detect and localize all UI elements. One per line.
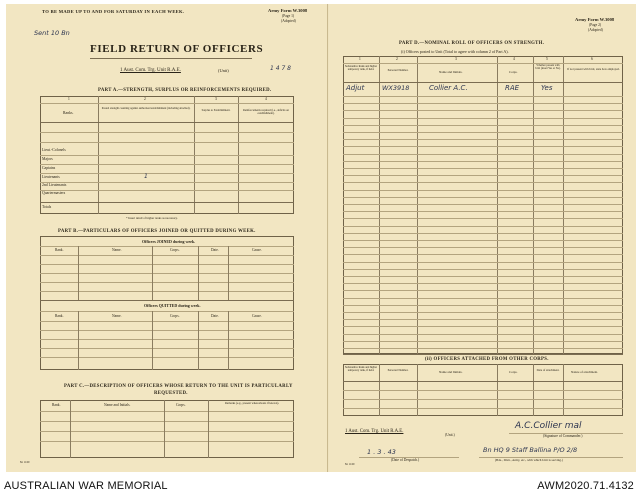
joined-col-cause: Cause. [252,248,262,252]
part-c-col-rank: Rank. [52,403,61,407]
despatch-location: Bn HQ 9 Staff Ballina P/O 2/8 [483,446,578,454]
attached-heading: (ii) OFFICERS ATTACHED FROM OTHER CORPS. [425,357,549,362]
part-d-ruled-line [343,211,623,212]
part-d-ruled-line [343,110,623,111]
right-print-code: M. 1169 [345,463,355,466]
left-print-code: M. 1169 [20,461,30,464]
attached-header-nature: Nature of attachment. [571,370,598,374]
part-d-ruled-line [343,334,623,335]
part-d-col-5: 5 [546,57,548,61]
quitted-col-corps: Corps. [170,314,180,318]
scanned-form [6,4,636,472]
part-d-ruled-line [343,269,623,270]
right-page-number: (Page 2) [589,23,602,27]
right-page [329,4,636,472]
rank-majors: Majors [42,157,53,161]
part-d-ruled-line [343,197,623,198]
part-d-header-corps: Corps. [509,70,518,74]
part-d-header-present: Whether present with Unit (insert Yes or No). [535,64,561,71]
page-number: (Page 1) [282,14,295,18]
part-a-col-3: 3 [215,97,217,101]
part-d-col-1: 1 [359,57,361,61]
unit-line-value: 1 Aust. Com. Trg. Unit R.A.E. [345,429,404,434]
part-d-ruled-line [343,154,623,155]
part-d-ruled-line [343,312,623,313]
quitted-title: Officers QUITTED during week. [144,303,201,308]
part-a-col-1: 1 [68,97,70,101]
archive-footer [0,476,640,493]
quitted-col-date: Date. [211,314,219,318]
part-d-ruled-line [343,283,623,284]
joined-col-date: Date. [211,248,219,252]
right-army-form-label: Army Form W.3008 [575,17,615,22]
handwritten-top-left: Sent 10 Bn [34,29,70,37]
part-d-ruled-line [343,262,623,263]
top-note: TO BE MADE UP TO AND FOR SATURDAY IN EACH WEEK. [42,9,185,14]
joined-col-corps: Corps. [170,248,180,252]
part-d-ruled-line [343,182,623,183]
rank-captains: Captains [42,166,56,170]
part-d-heading: PART D.—NOMINAL ROLL OF OFFICERS ON STRENGTH. [399,41,545,46]
part-d-ruled-line [343,341,623,342]
adopted-label: (Adopted) [281,19,296,23]
entry-rank: Adjut [346,84,365,92]
part-a-header-reinforcements: Reinforcements required (i.e., deficits on establishment). [243,109,289,116]
part-a-col-2: 2 [144,97,146,101]
part-a-heading: PART A.—STRENGTH, SURPLUS OR REINFORCEMENTS REQUIRED. [98,88,272,93]
part-d-ruled-line [343,190,623,191]
entry-name: Collier A.C. [429,84,468,92]
part-d-ruled-line [343,276,623,277]
unit-name: 1 Aust. Com. Trg. Unit R.A.E. [120,68,181,73]
attached-header-name: Name and Initials. [439,370,463,374]
part-d-header-rank: Substantive Rank and higher temporary rank, if held. [344,65,378,72]
part-d-header-name: Name and Initials. [439,70,463,74]
part-d-ruled-line [343,254,623,255]
part-c-heading-line1: PART C.—DESCRIPTION OF OFFICERS WHOSE RETURN TO THE UNIT IS PARTICULARLY [64,384,293,389]
part-d-col-3: 3 [455,57,457,61]
part-d-ruled-line [343,348,623,349]
despatch-caption: (Date of Despatch.) [391,458,420,462]
signature-caption: (Signature of Commander.) [543,434,583,438]
joined-title: Officers JOINED during week. [142,239,196,244]
part-d-ruled-line [343,218,623,219]
totals-label: Totals [42,205,52,209]
attached-header-corps: Corps. [509,370,518,374]
part-d-ruled-line [343,204,623,205]
quitted-col-name: Name. [112,314,122,318]
part-d-ruled-line [343,125,623,126]
handwritten-top-right: 1 4 7 8 [270,65,291,72]
part-d-ruled-line [343,298,623,299]
part-a-col-4: 4 [265,97,267,101]
part-c-col-remarks: Remarks (e.g., present whereabouts if known). [224,401,280,405]
part-d-ruled-line [343,132,623,133]
entry-corps: RAE [505,84,520,92]
part-d-ruled-line [343,118,623,119]
part-d-col-6: 6 [591,57,593,61]
part-c-col-name: Name and Initials. [104,403,131,407]
rank-lieutenants: Lieutenants [42,175,60,179]
part-d-ruled-line [343,226,623,227]
part-b-heading: PART B.—PARTICULARS OF OFFICERS JOINED OR QUITTED DURING WEEK. [58,229,256,234]
joined-col-name: Name. [112,248,122,252]
right-adopted-label: (Adopted) [588,28,603,32]
part-d-ruled-line [343,161,623,162]
part-a-header-ranks: Ranks. [63,111,74,115]
archive-name: AUSTRALIAN WAR MEMORIAL [4,480,168,492]
attached-header-rank: Substantive Rank and higher temporary rank, if held. [344,366,378,373]
part-d-ruled-line [343,168,623,169]
army-form-label: Army Form W.3008 [268,8,308,13]
entry-number: WX3918 [382,84,410,92]
part-d-ruled-line [343,240,623,241]
part-d-ruled-line [343,139,623,140]
part-d-subheading: (i) Officers posted to Unit (Total to agree with column 2 of Part A). [401,49,509,54]
joined-col-rank: Rank. [55,248,64,252]
part-a-header-posted: Posted strength counting against authorised establishment (including attached). [101,107,191,110]
part-d-ruled-line [343,103,623,104]
rank-quartermasters: Quartermasters [42,191,66,195]
rank-2nd-lieutenants: 2nd Lieutenants [42,183,67,187]
despatch-date: 1 . 3 . 43 [367,448,396,456]
part-d-ruled-line [343,319,623,320]
part-d-col-2: 2 [396,57,398,61]
part-d-ruled-line [343,146,623,147]
part-d-ruled-line [343,96,623,97]
location-caption: (Bde., Divn., Army, etc., with which Unit is serving.) [495,458,563,462]
part-d-col-4: 4 [513,57,515,61]
part-d-ruled-line [343,305,623,306]
part-c-table [40,400,294,458]
attached-header-date: Date of attachment. [536,368,560,372]
commander-signature: A.C.Collier mal [515,421,582,431]
unit-caption: (Unit) [218,68,229,73]
quitted-col-rank: Rank. [55,314,64,318]
part-c-heading-line2: REQUESTED. [154,391,188,396]
handwritten-strength: 1 [144,173,148,180]
part-d-header-number: Personal Number. [387,68,409,72]
attached-header-number: Personal Number. [387,368,409,372]
title-underline [90,58,252,59]
left-page [6,4,328,472]
rank-lieut-colonels: Lieut.-Colonels [42,148,66,152]
part-a-footnote: * Insert detail of higher ranks as necessary. [126,216,178,220]
part-d-table [343,56,623,354]
part-d-ruled-line [343,247,623,248]
quitted-col-cause: Cause. [252,314,262,318]
part-d-header-employed: If not present with Unit, state how employed. [567,67,620,71]
part-d-ruled-line [343,290,623,291]
entry-present: Yes [541,84,553,92]
part-a-header-surplus: Surplus to Establishment. [201,109,231,112]
archive-accession-number: AWM2020.71.4132 [537,480,634,492]
part-c-col-corps: Corps. [176,403,186,407]
part-d-ruled-line [343,233,623,234]
part-d-ruled-line [343,175,623,176]
unit-line-caption: (Unit.) [445,433,455,437]
part-d-ruled-line [343,326,623,327]
form-title: FIELD RETURN OF OFFICERS [90,43,264,55]
